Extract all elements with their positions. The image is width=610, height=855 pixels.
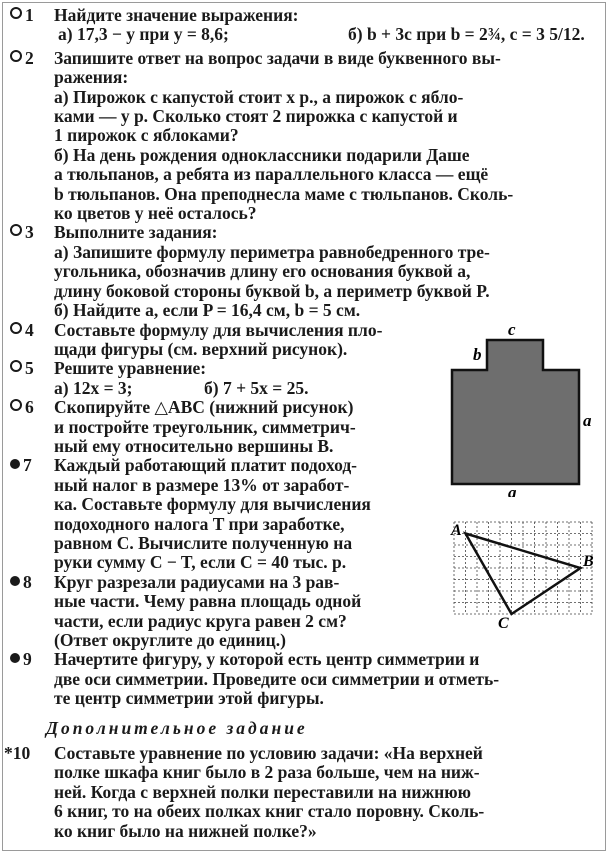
task-3-line: угольника, обозначив длину его основания буквой a, <box>54 261 471 282</box>
filled-circle-icon <box>10 653 20 663</box>
task-7-line: ка. Составьте формулу для вычисления <box>54 494 371 515</box>
task-9 <box>10 650 598 708</box>
task-2-line: ками — y р. Сколько стоят 2 пирожка с капустой и <box>54 106 458 127</box>
task-2-line: ко цветов у неё осталось? <box>54 203 257 224</box>
task-6-marker: 6 <box>10 398 54 417</box>
task-2-line: Запишите ответ на вопрос задачи в виде буквенного вы- <box>54 47 501 68</box>
task-2 <box>10 49 598 224</box>
extra-heading: Дополнительное задание <box>46 717 308 738</box>
task-4-line: Составьте формулу для вычисления пло- <box>54 319 383 340</box>
task-9-line: две оси симметрии. Проведите оси симметрии и отметь- <box>54 668 500 689</box>
open-circle-icon <box>10 50 22 62</box>
label-b: b <box>473 345 482 364</box>
task-3-marker: 3 <box>10 223 54 242</box>
task-4-marker: 4 <box>10 321 54 340</box>
open-circle-icon <box>10 360 22 372</box>
label-A: A <box>451 522 462 539</box>
figure-top-shape <box>452 340 579 484</box>
task-2-line: a тюльпанов, а ребята из параллельного класса — ещё <box>54 164 489 185</box>
task-10-marker: *10 <box>4 743 31 764</box>
label-c: c <box>508 322 516 339</box>
open-circle-icon <box>10 399 22 411</box>
task-5-part-b: б) 7 + 5x = 25. <box>204 377 309 398</box>
task-9-marker: 9 <box>10 650 54 669</box>
task-10-line: ко книг было на нижней полке?» <box>54 820 317 841</box>
task-9-line: Начертите фигуру, у которой есть центр симметрии и <box>54 649 480 670</box>
task-2-line: 1 пирожок с яблоками? <box>54 125 239 146</box>
task-7-line: подоходного налога T при заработке, <box>54 513 345 534</box>
task-3-line: Выполните задания: <box>54 222 218 243</box>
task-8-marker: 8 <box>10 573 54 592</box>
task-5-marker: 5 <box>10 359 54 378</box>
task-7-line: руки сумму C − T, если C = 40 тыс. р. <box>54 552 347 573</box>
task-2-line: b тюльпанов. Она преподнесла маме c тюльпанов. Сколь- <box>54 183 514 204</box>
filled-circle-icon <box>10 459 20 469</box>
task-8-line: (Ответ округлите до единиц.) <box>54 630 286 650</box>
task-1-part-b: б) b + 3c при b = 2¾, c = 3 5/12. <box>348 24 585 45</box>
task-1-line: Найдите значение выражения: <box>54 5 299 25</box>
figure-bottom <box>446 514 606 634</box>
task-10-line: полке шкафа книг было в 2 раза больше, чем на ниж- <box>54 762 480 783</box>
task-4-line: щади фигуры (см. верхний рисунок). <box>54 338 348 359</box>
task-7-line: равном C. Вычислите полученную на <box>54 532 353 553</box>
task-2-marker: 2 <box>10 49 54 68</box>
label-C: C <box>498 615 509 632</box>
task-8-line: части, если радиус круга равен 2 см? <box>54 610 347 631</box>
task-10 <box>4 743 598 841</box>
task-7-line: ный налог в размере 13% от заработ- <box>54 474 350 495</box>
triangle-abc <box>466 534 581 615</box>
task-2-line: а) Пирожок с капустой стоит x р., а пирожок с ябло- <box>54 86 464 107</box>
task-7-line: Каждый работающий платит подоход- <box>54 455 357 476</box>
task-10-line: ней. Когда с верхней полки переставили на нижнюю <box>54 781 472 802</box>
task-2-line: б) На день рождения одноклассники подарили Даше <box>54 144 470 165</box>
task-5-line: Решите уравнение: <box>54 358 207 379</box>
task-1-marker: 1 <box>10 6 54 25</box>
task-6-line: Скопируйте △ABC (нижний рисунок) <box>54 397 354 418</box>
open-circle-icon <box>10 224 22 236</box>
task-1 <box>10 6 598 45</box>
label-B: B <box>583 553 594 570</box>
task-3 <box>10 223 598 320</box>
task-1-part-a: а) 17,3 − y при y = 8,6; <box>58 24 229 45</box>
task-6-line: и постройте треугольник, симметрич- <box>54 416 356 437</box>
figure-top <box>440 322 600 497</box>
open-circle-icon <box>10 322 22 334</box>
task-6-line: ный ему относительно вершины B. <box>54 435 334 456</box>
task-3-line: длину боковой стороны буквой b, а периметр буквой P. <box>54 280 490 301</box>
label-a-side: a <box>583 411 592 430</box>
task-3-line: а) Запишите формулу периметра равнобедренного тре- <box>54 241 490 262</box>
task-10-line: Составьте уравнение по условию задачи: «На верхней <box>54 743 483 764</box>
task-5-part-a: а) 12x = 3; <box>54 377 133 398</box>
open-circle-icon <box>10 7 22 19</box>
task-10-line: 6 книг, то на обеих полках книг стало поровну. Сколь- <box>54 801 485 822</box>
task-8-line: ные части. Чему равна площадь одной <box>54 591 362 612</box>
filled-circle-icon <box>10 576 20 586</box>
task-2-line: ражения: <box>54 67 129 88</box>
task-7-marker: 7 <box>10 456 54 475</box>
task-9-line: те центр симметрии этой фигуры. <box>54 688 324 709</box>
task-8-line: Круг разрезали радиусами на 3 рав- <box>54 571 340 592</box>
task-3-line: б) Найдите a, если P = 16,4 см, b = 5 см. <box>54 300 361 321</box>
label-a-bottom: a <box>508 483 517 497</box>
